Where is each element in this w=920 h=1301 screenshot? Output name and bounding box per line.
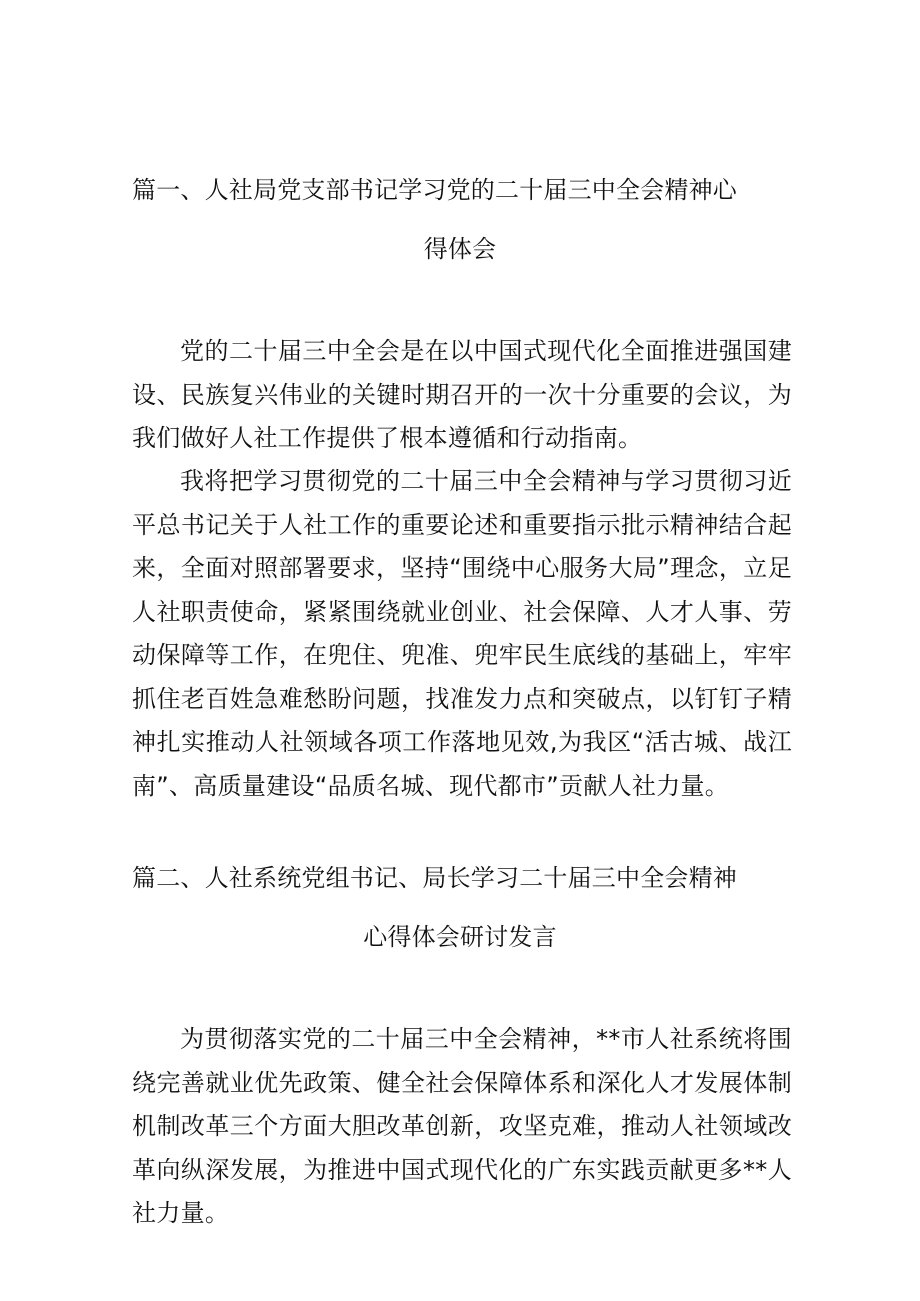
section1-title-line2: 得体会 — [423, 235, 497, 263]
section1-paragraph-2: 我将把学习贯彻党的二十届三中全会精神与学习贯彻习近平总书记关于人社工作的重要论述和重要指示批示精神结合起来，全面对照部署要求，坚持“围绕中心服务大局”理念，立足人社职责使命，紧紧围绕就业创业、社会保障、人才人事、劳动保障等工作，在兜住、兜准、兜牢民生底线的基础上，牢牢抓住老百姓急难愁盼问题，找准发力点和突破点，以钉钉子精神扎实推动人社领域各项工作落地见效,为我区“活古城、战江南”、高质量建设“品质名城、现代都市”贡献人社力量。 — [132, 467, 792, 800]
section1-title-line1: 篇一、人社局党支部书记学习党的二十届三中全会精神心 — [132, 176, 737, 204]
section1-paragraph-1: 党的二十届三中全会是在以中国式现代化全面推进强国建设、民族复兴伟业的关键时期召开的一次十分重要的会议，为我们做好人社工作提供了根本遵循和行动指南。 — [132, 337, 792, 452]
section2-title-line2: 心得体会研讨发言 — [363, 923, 557, 951]
section2-title-line1: 篇二、人社系统党组书记、局长学习二十届三中全会精神 — [132, 864, 737, 892]
section2-paragraph-1: 为贯彻落实党的二十届三中全会精神，**市人社系统将围绕完善就业优先政策、健全社会保障体系和深化人才发展体制机制改革三个方面大胆改革创新，攻坚克难，推动人社领域改革向纵深发展，为推进中国式现代化的广东实践贡献更多**人社力量。 — [132, 1025, 792, 1227]
